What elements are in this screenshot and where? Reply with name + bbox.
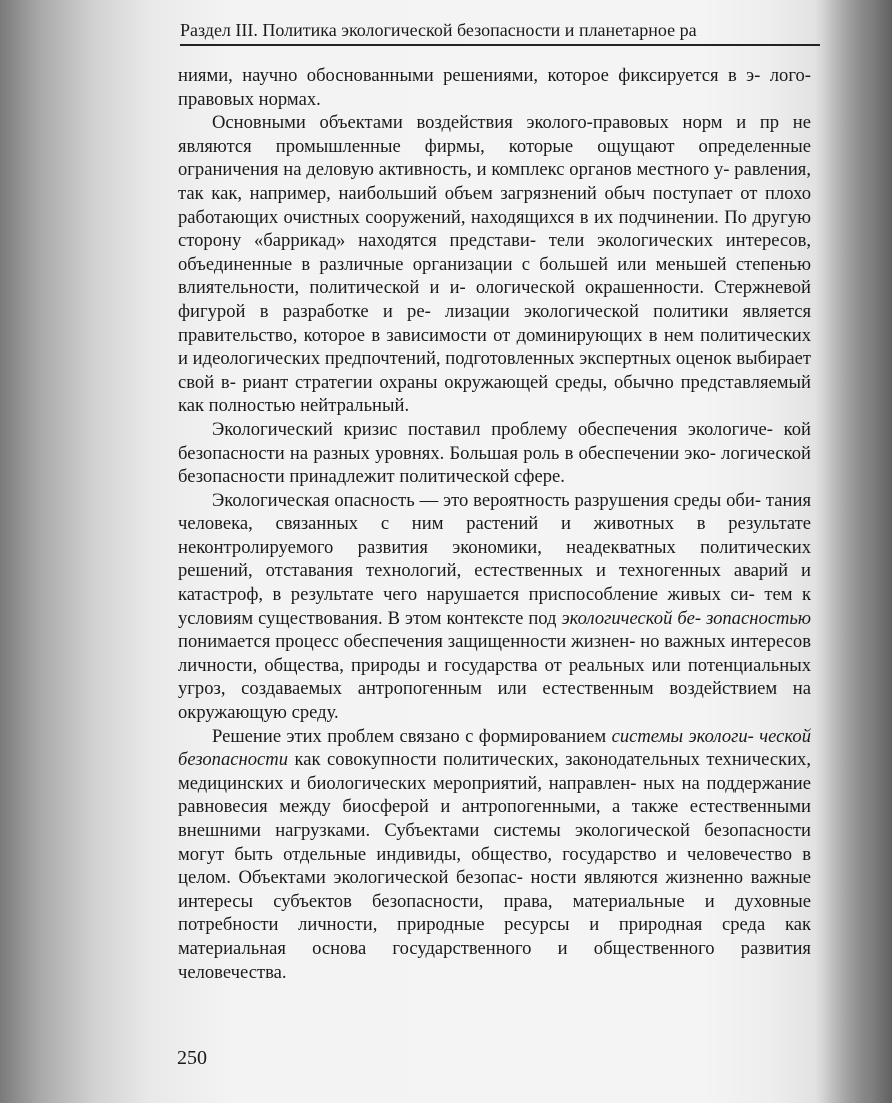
paragraph-text: Решение этих проблем связано с формированием: [212, 725, 612, 747]
page-body-text: [178, 64, 811, 984]
page-number: 250: [177, 1047, 207, 1069]
paragraph-text: Основными объектами воздействия эколого-правовых норм и пр не являются промышленные фирмы, которые ощущают определенные ограничения на деловую активность, и комплекс органов местного у- равления, так как, например, наибольший объем загрязнений обыч поступает от плохо работающих очистных сооружений, находящихся в их подчинении. По другую сторону «баррикад» находятся представи- тели экологических интересов, объединенные в различные организации с большей или меньшей степенью влиятельности, политической и и- ологической окрашенности. Стержневой фигурой в разработке и ре- лизации экологической политики является правительство, которое в зависимости от доминирующих в нем политических и идеологических предпочтений, подготовленных экспертных оценок выбирает свой в- риант стратегии охраны окружающей среды, обычно представляемый как полностью нейтральный.: [178, 112, 811, 417]
italic-term: экологической бе- зопасностью: [561, 607, 811, 629]
header-rule: [180, 44, 820, 46]
body-paragraph: [178, 111, 811, 418]
page-gutter-shadow: [812, 0, 892, 1103]
paragraph-text: как совокупности политических, законодательных технических, медицинских и биологических мероприятий, направлен- ных на поддержание равновесия между биосферой и антропогенными, а также естественными внешними нагрузками. Субъектами системы экологической безопасности могут быть отдельные индивиды, общество, государство и человечество в целом. Объектами экологической безопас- ности являются жизненно важные интересы субъектов безопасности, права, материальные и духовные потребности личности, природные ресурсы и природная среда как материальная основа государственного и общественного развития человечества.: [178, 749, 811, 983]
italic-term: системы экологи- ческой безопасности: [178, 725, 811, 771]
body-paragraph: [178, 489, 811, 725]
paragraph-text: Экологический кризис поставил проблему обеспечения экологиче- кой безопасности на разных уровнях. Большая роль в обеспечении эко- логической безопасности принадлежит политической сфере.: [178, 418, 811, 488]
running-header: Раздел III. Политика экологической безопасности и планетарное ра: [180, 20, 697, 40]
body-paragraph: [178, 418, 811, 489]
paragraph-text: понимается процесс обеспечения защищенности жизнен- но важных интересов личности, общества, природы и государства от реальных или потенциальных угроз, создаваемых антропогенным или естественным воздействием на окружающую среду.: [178, 631, 811, 724]
paragraph-text: ниями, научно обоснованными решениями, которое фиксируется в э- лого-правовых нормах.: [178, 65, 811, 110]
paragraph-text: Экологическая опасность — это вероятность разрушения среды оби- тания человека, связанных с ним растений и животных в результате неконтролируемого развития экономики, неадекватных политических решений, отставания технологий, естественных и техногенных аварий и катастроф, в результате чего нарушается приспособление живых си- тем к условиям существования. В этом контексте под: [178, 489, 811, 629]
body-paragraph: [178, 64, 811, 111]
body-paragraph: [178, 725, 811, 985]
